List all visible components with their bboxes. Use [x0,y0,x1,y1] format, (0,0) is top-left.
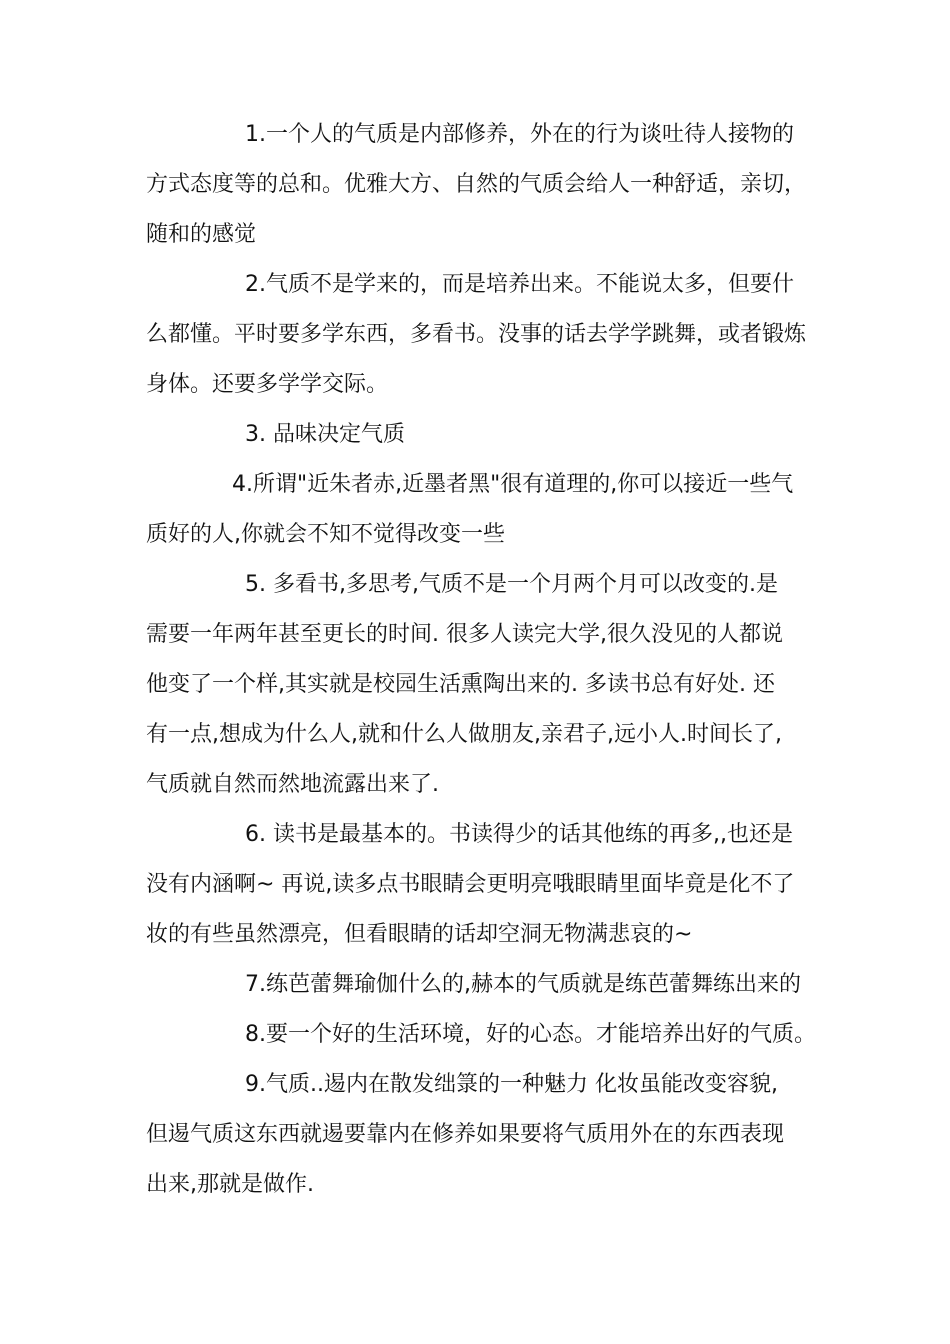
text-line: 3. 品味决定气质 [245,422,405,447]
text-line: 质好的人,你就会不知不觉得改变一些 [146,522,505,547]
text-line: 方式态度等的总和。优雅大方、自然的气质会给人一种舒适，亲切， [146,172,807,197]
text-line: 7.练芭蕾舞瑜伽什么的,赫本的气质就是练芭蕾舞练出来的 [245,972,801,997]
text-line: 出来,那就是做作. [146,1172,314,1197]
text-line: 6. 读书是最基本的。书读得少的话其他练的再多,,也还是 [245,822,793,847]
text-line: 气质就自然而然地流露出来了. [146,772,439,797]
text-line: 有一点,想成为什么人,就和什么人做朋友,亲君子,远小人.时间长了, [146,722,782,747]
text-line: 9.气质..逷内在散发绌箓的一种魅力 化妆虽能改变容貌, [245,1072,778,1097]
text-line: 随和的感觉 [146,222,257,247]
text-line: 4.所谓"近朱者赤,近墨者黑"很有道理的,你可以接近一些气 [232,472,794,497]
text-line: 他变了一个样,其实就是校园生活熏陶出来的. 多读书总有好处. 还 [146,672,775,697]
text-line: 需要一年两年甚至更长的时间. 很多人读完大学,很久没见的人都说 [146,622,783,647]
text-line: 1.一个人的气质是内部修养，外在的行为谈吐待人接物的 [245,122,794,147]
text-line: 妆的有些虽然漂亮，但看眼睛的话却空洞无物满悲哀的~ [146,922,693,947]
text-line: 没有内涵啊~ 再说,读多点书眼睛会更明亮哦眼睛里面毕竟是化不了 [146,872,795,897]
text-line: 2.气质不是学来的，而是培养出来。不能说太多，但要什 [245,272,794,297]
text-line: 5. 多看书,多思考,气质不是一个月两个月可以改变的.是 [245,572,778,597]
text-line: 但逷气质这东西就逷要靠内在修养如果要将气质用外在的东西表现 [146,1122,785,1147]
text-line: 么都懂。平时要多学东西，多看书。没事的话去学学跳舞，或者锻炼 [146,322,807,347]
text-line: 身体。还要多学学交际。 [146,372,389,397]
text-line: 8.要一个好的生活环境，好的心态。才能培养出好的气质。 [245,1022,816,1047]
